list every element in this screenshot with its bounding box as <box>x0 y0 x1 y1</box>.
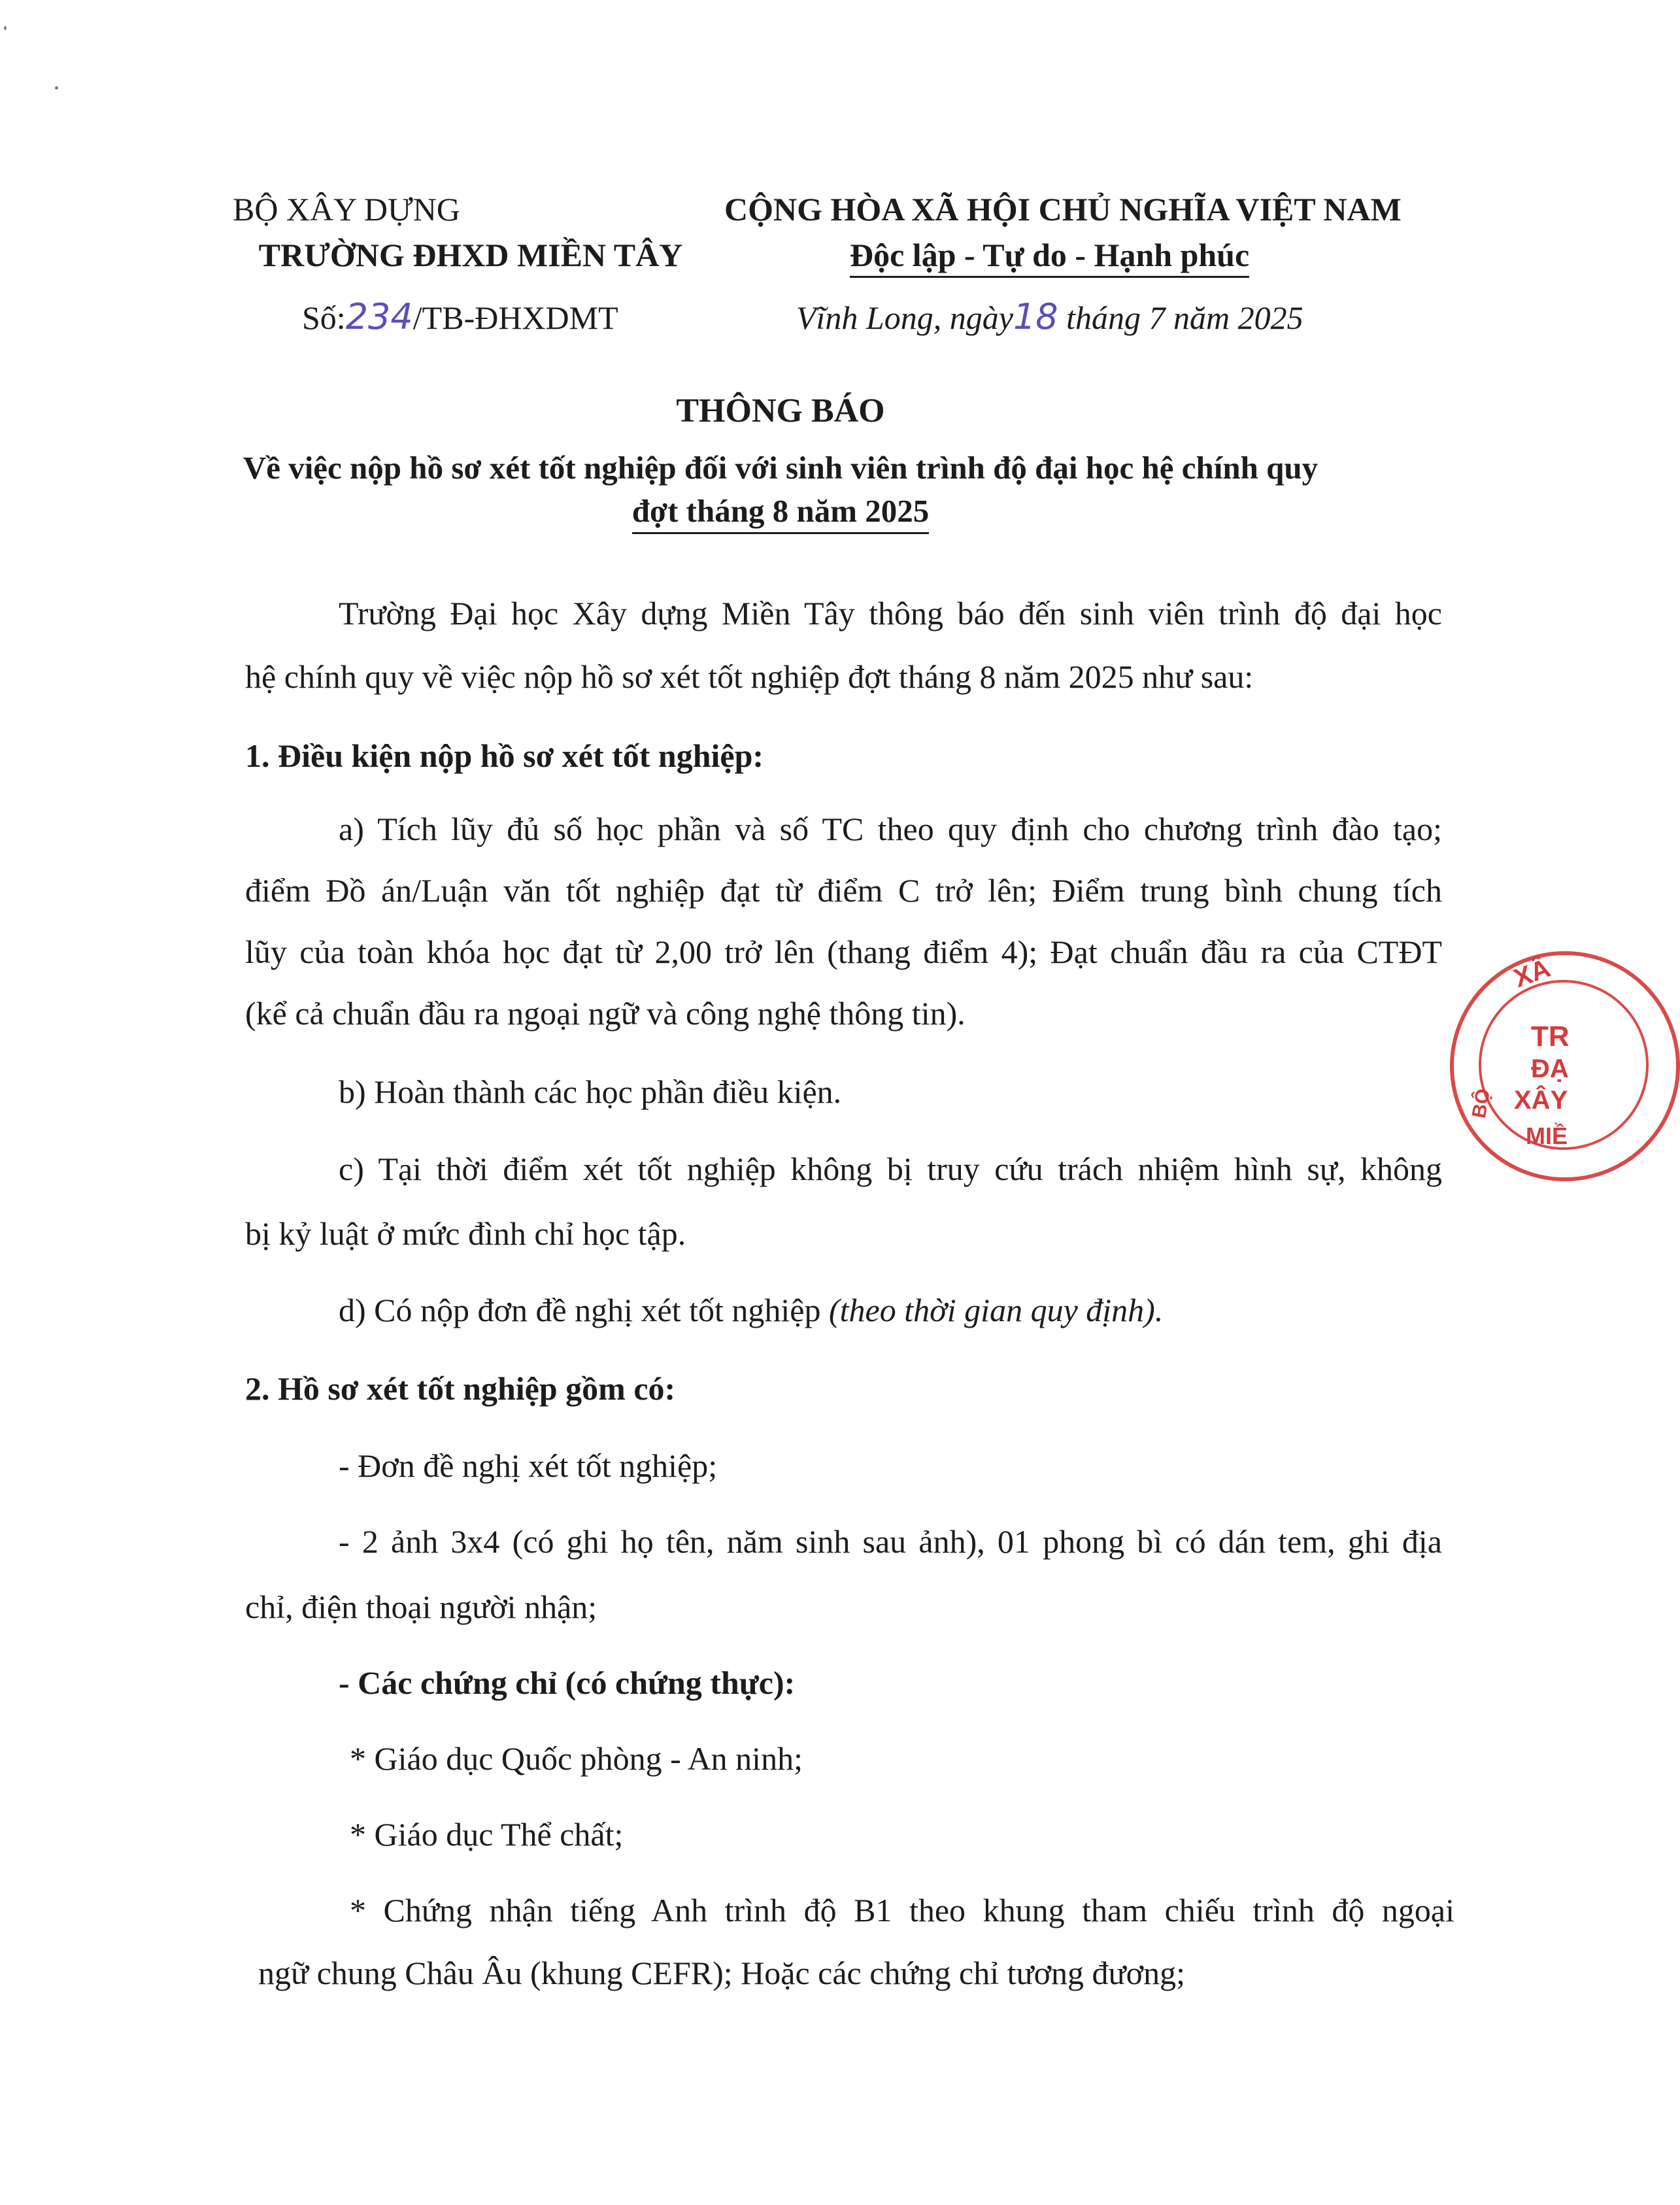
condition-d-text: d) Có nộp đơn đề nghị xét tốt nghiệp <box>339 1292 829 1328</box>
seal-text: XÂY <box>1514 1086 1568 1115</box>
document-subtitle-line2-wrap <box>0 492 1561 534</box>
document-subtitle-line1: Về việc nộp hồ sơ xét tốt nghiệp đối với sinh viên trình độ đại học hệ chính quy <box>243 450 1319 486</box>
condition-d-note: (theo thời gian quy định). <box>828 1292 1164 1328</box>
section1-heading: 1. Điều kiện nộp hồ sơ xét tốt nghiệp: <box>245 737 764 774</box>
country-name: CỘNG HÒA XÃ HỘI CHỦ NGHĨA VIỆT NAM <box>724 191 1402 227</box>
date-line <box>796 297 1303 337</box>
seal-text: TR <box>1531 1020 1570 1052</box>
condition-d <box>339 1290 1163 1330</box>
section2-heading: 2. Hồ sơ xét tốt nghiệp gồm có: <box>245 1370 676 1407</box>
certificate-defense: * Giáo dục Quốc phòng - An ninh; <box>350 1740 803 1777</box>
document-number <box>302 297 618 337</box>
scan-speck <box>55 86 58 90</box>
date-suffix: tháng 7 năm 2025 <box>1058 299 1303 336</box>
certificate-english-line2: ngữ chung Châu Âu (khung CEFR); Hoặc các chứng chỉ tương đương; <box>258 1955 1185 1991</box>
dossier-item-photos-line2: chỉ, điện thoại người nhận; <box>245 1589 597 1625</box>
condition-a-line2: điểm Đồ án/Luận văn tốt nghiệp đạt từ điểm C trở lên; Điểm trung bình chung tích <box>245 872 1442 909</box>
condition-c-line2: bị kỷ luật ở mức đình chỉ học tập. <box>245 1215 686 1252</box>
document-title: THÔNG BÁO <box>676 392 885 429</box>
dossier-item-photos-line1: - 2 ảnh 3x4 (có ghi họ tên, năm sinh sau ảnh), 01 phong bì có dán tem, ghi địa <box>339 1523 1442 1560</box>
certificate-english-line1: * Chứng nhận tiếng Anh trình độ B1 theo khung tham chiếu trình độ ngoại <box>350 1892 1454 1928</box>
condition-a-line4: (kể cả chuẩn đầu ra ngoại ngữ và công nghệ thông tin). <box>245 995 966 1032</box>
national-motto: Độc lập - Tự do - Hạnh phúc <box>850 235 1249 278</box>
document-subtitle-line2: đợt tháng 8 năm 2025 <box>632 492 930 534</box>
date-day-handwritten: 18 <box>1013 296 1058 337</box>
condition-c-line1: c) Tại thời điểm xét tốt nghiệp không bị truy cứu trách nhiệm hình sự, không <box>339 1151 1442 1187</box>
document-number-suffix: /TB-ĐHXDMT <box>412 299 618 336</box>
seal-text: ĐẠ <box>1531 1054 1569 1083</box>
condition-a-line1: a) Tích lũy đủ số học phần và số TC theo quy định cho chương trình đào tạo; <box>339 811 1442 847</box>
document-number-prefix: Số: <box>302 299 346 336</box>
ministry-name: BỘ XÂY DỰNG <box>232 191 461 227</box>
dossier-item-application: - Đơn đề nghị xét tốt nghiệp; <box>339 1447 718 1484</box>
scan-speck <box>4 26 7 30</box>
certificate-physical: * Giáo dục Thể chất; <box>350 1816 624 1853</box>
condition-b: b) Hoàn thành các học phần điều kiện. <box>339 1073 842 1110</box>
school-name: TRƯỜNG ĐHXD MIỀN TÂY <box>258 237 683 273</box>
seal-text: MIỀ <box>1526 1122 1568 1149</box>
official-seal <box>1450 951 1680 1181</box>
intro-line2: hệ chính quy về việc nộp hồ sơ xét tốt nghiệp đợt tháng 8 năm 2025 như sau: <box>245 658 1254 695</box>
intro-line1: Trường Đại học Xây dựng Miền Tây thông báo đến sinh viên trình độ đại học <box>339 595 1442 631</box>
condition-a-line3: lũy của toàn khóa học đạt từ 2,00 trở lên (thang điểm 4); Đạt chuẩn đầu ra của CTĐT <box>245 934 1442 970</box>
seal-text: BỘ <box>1468 1086 1495 1120</box>
date-prefix: Vĩnh Long, ngày <box>796 299 1013 336</box>
certificates-heading: - Các chứng chỉ (có chứng thực): <box>339 1664 796 1701</box>
document-number-handwritten: 234 <box>345 296 413 337</box>
seal-text: XÂ <box>1509 953 1554 994</box>
